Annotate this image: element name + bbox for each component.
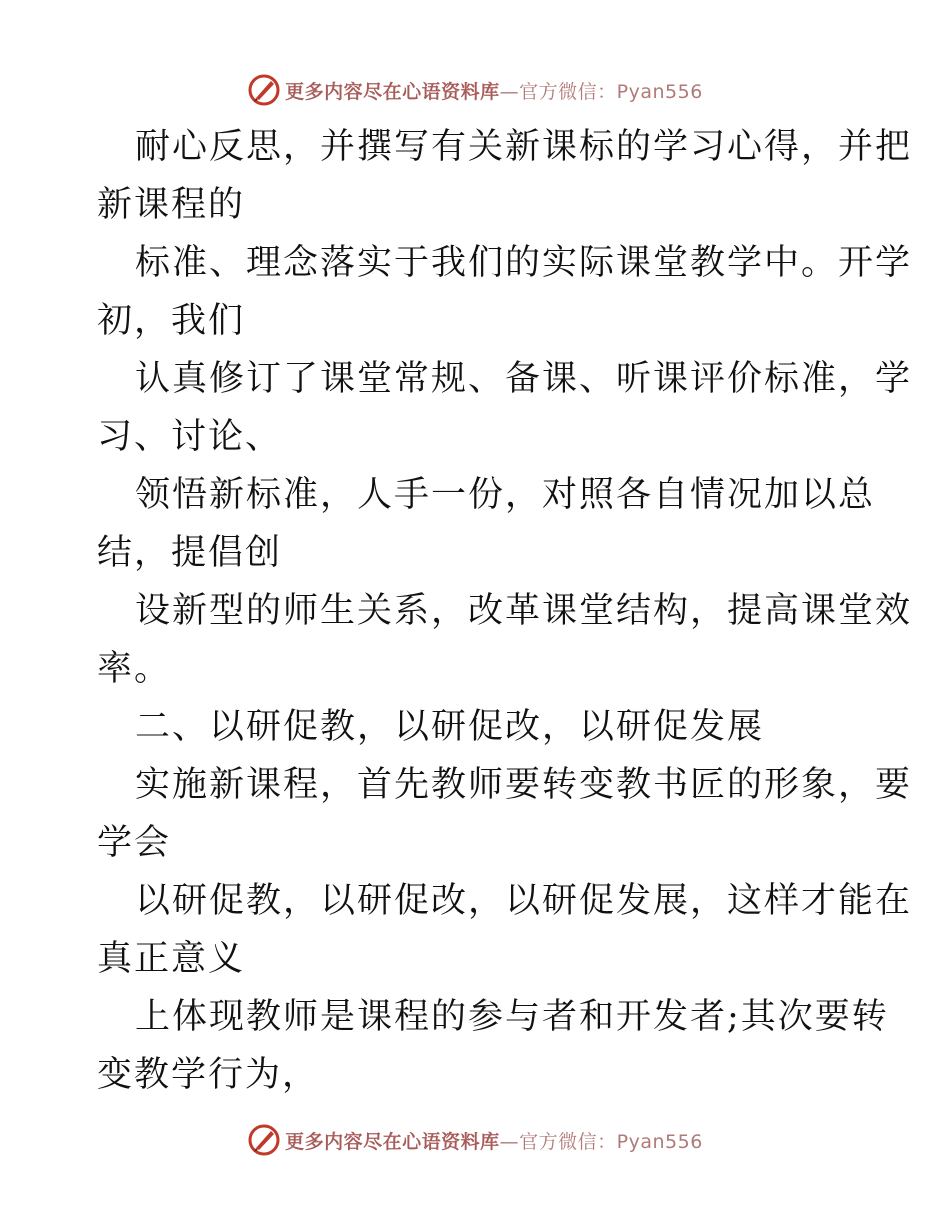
header-separator: — xyxy=(499,80,520,103)
body-line: 习、讨论、 xyxy=(97,417,283,457)
body-line: 认真修订了课堂常规、备课、听课评价标准，学 xyxy=(135,359,913,399)
document-body xyxy=(97,118,913,1104)
footer-banner xyxy=(0,1120,950,1160)
body-line: 新课程的 xyxy=(97,185,246,225)
body-line: 上体现教师是课程的参与者和开发者;其次要转 xyxy=(135,997,889,1037)
header-banner-text xyxy=(285,77,703,104)
body-line: 变教学行为， xyxy=(97,1055,320,1095)
body-line: 标准、理念落实于我们的实际课堂教学中。开学 xyxy=(135,243,913,283)
header-site-text: 更多内容尽在心语资料库 xyxy=(285,80,500,103)
body-line: 领悟新标准，人手一份，对照各自情况加以总 xyxy=(135,475,876,515)
footer-wechat-text: 官方微信：Pyan556 xyxy=(519,1130,703,1153)
body-line: 结，提倡创 xyxy=(97,533,283,573)
body-line: 初，我们 xyxy=(97,301,246,341)
footer-separator: — xyxy=(499,1130,520,1153)
header-banner xyxy=(0,70,950,110)
body-line: 耐心反思，并撰写有关新课标的学习心得，并把 xyxy=(135,127,913,167)
body-line: 以研促教，以研促改，以研促发展，这样才能在 xyxy=(135,881,913,921)
header-wechat-text: 官方微信：Pyan556 xyxy=(519,80,703,103)
body-line: 真正意义 xyxy=(97,939,246,979)
body-line: 设新型的师生关系，改革课堂结构，提高课堂效 xyxy=(135,591,913,631)
footer-site-text: 更多内容尽在心语资料库 xyxy=(285,1130,500,1153)
quill-logo-icon xyxy=(247,73,281,107)
section-heading: 二、以研促教，以研促改，以研促发展 xyxy=(135,707,765,747)
body-line: 率。 xyxy=(97,649,172,689)
body-line: 学会 xyxy=(97,823,172,863)
body-line: 实施新课程，首先教师要转变教书匠的形象，要 xyxy=(135,765,913,805)
footer-banner-text xyxy=(285,1127,703,1154)
quill-logo-icon xyxy=(247,1123,281,1157)
